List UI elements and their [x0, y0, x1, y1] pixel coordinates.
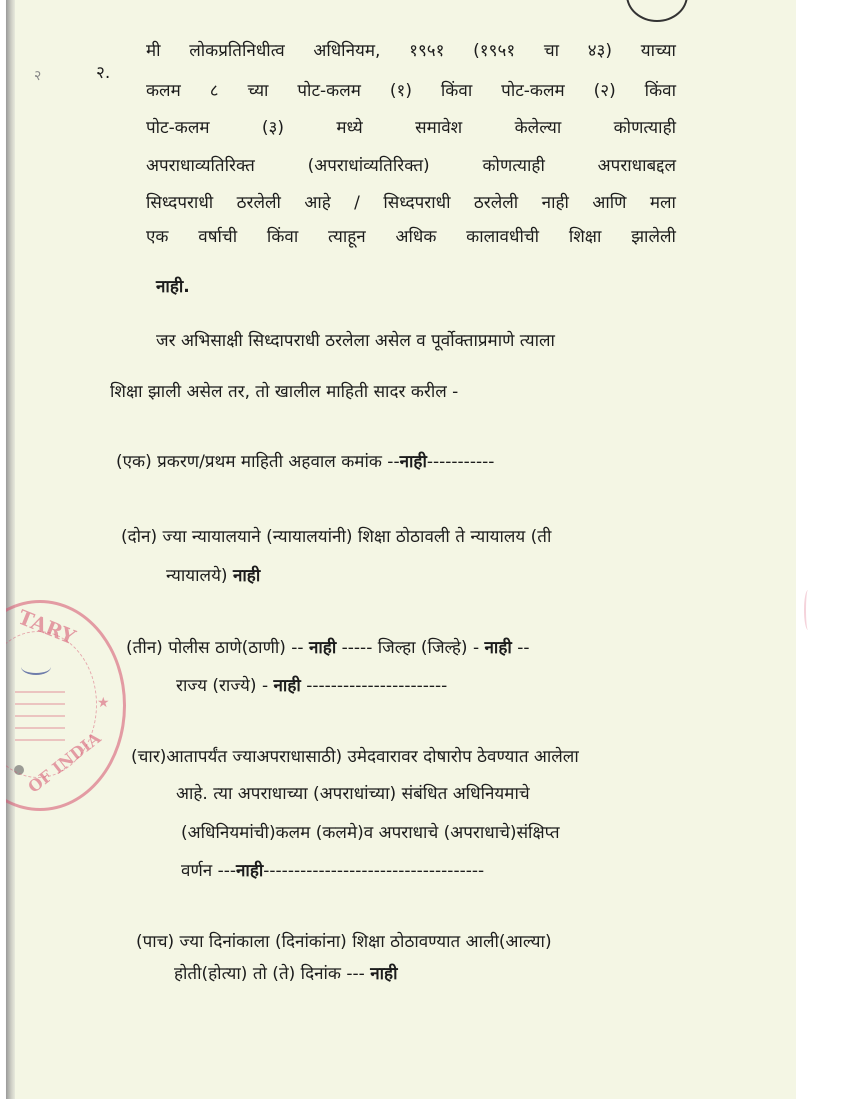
item-pach-line-2 [174, 963, 398, 985]
notary-stamp-bottom-text: OF INDIA [24, 728, 105, 797]
item-char-label: वर्णन --- [181, 861, 236, 881]
word: पोट-कलम [297, 81, 361, 101]
word: कलम [146, 81, 181, 101]
word: झालेली [631, 227, 676, 247]
word: सिध्दपराधी [146, 193, 214, 213]
item-char-line-1: (चार)आतापर्यंत ज्याअपराधासाठी) उमेदवारावर दोषारोप ठेवण्यात आलेला [131, 747, 579, 767]
item2-line-5 [146, 192, 676, 214]
item2-line-1 [146, 40, 676, 62]
item-ek-trail: ----------- [426, 452, 495, 472]
item-teen-answer-3: नाही [273, 676, 301, 696]
word: (१९५१ [473, 41, 516, 61]
item-teen-label-3: राज्य (राज्ये) - [176, 676, 269, 696]
notary-stamp [6, 600, 126, 811]
word: मला [649, 193, 676, 213]
word: पोट-कलम [501, 81, 565, 101]
item-pach-line-1: (पाच) ज्या दिनांकाला (दिनांकांना) शिक्षा ठोठावण्यात आली(आल्या) [136, 932, 552, 952]
word: एक [146, 227, 169, 247]
item2-line-4 [146, 155, 676, 177]
word: लोकप्रतिनिधीत्व [189, 41, 285, 61]
item-teen-dash: -- [517, 638, 530, 658]
word: ठरलेली [236, 193, 281, 213]
word: (२) [593, 81, 616, 101]
word: मी [146, 41, 161, 61]
word: / [354, 193, 360, 213]
item-number: २. [96, 63, 111, 83]
word: ४३) [587, 41, 613, 61]
item-char-line-4 [181, 860, 484, 882]
intro-line-2: शिक्षा झाली असेल तर, तो खालील माहिती सादर करील - [110, 382, 459, 402]
item-teen-line-1 [126, 637, 529, 659]
star-icon: ★ [97, 695, 110, 711]
word: कोणत्याही [613, 118, 676, 138]
word: किंवा [644, 81, 676, 101]
notary-stamp-text-line [15, 691, 65, 693]
item-pach-answer: नाही [370, 964, 398, 984]
word: शिक्षा [568, 227, 602, 247]
word: अपराधाबद्दल [597, 156, 676, 176]
notary-stamp-text-line [15, 727, 65, 729]
item-teen-answer-1: नाही [308, 638, 337, 658]
notary-stamp-top-text: TARY [14, 604, 79, 650]
word: सिध्दपराधी [383, 193, 451, 213]
item-pach-label: होती(होत्या) तो (ते) दिनांक --- [174, 964, 365, 984]
word: (अपराधांव्यतिरिक्त) [307, 156, 430, 176]
word: पोट-कलम [146, 118, 210, 138]
word: समावेश [415, 118, 463, 138]
item-ek-answer: नाही [399, 452, 427, 472]
word: १९५१ [409, 41, 445, 61]
word: ८ [209, 81, 219, 101]
word: अधिक [395, 227, 437, 247]
word: केलेल्या [514, 118, 562, 138]
item-don-label: न्यायालये) [166, 566, 228, 586]
word: कोणत्याही [482, 156, 545, 176]
word: याच्या [640, 41, 676, 61]
item-char-line-2: आहे. त्या अपराधाच्या (अपराधांच्या) संबंधित अधिनियमाचे [176, 784, 530, 804]
item-char-answer: नाही [236, 861, 264, 881]
item2-closing: नाही. [156, 277, 190, 297]
item-don-answer: नाही [232, 566, 261, 586]
word: ठरलेली [473, 193, 519, 213]
stamp-bleed-mark [804, 590, 812, 630]
word: (३) [261, 118, 284, 138]
word: वर्षाची [198, 227, 238, 247]
word: कालावधीची [466, 227, 540, 247]
item-teen-trail: ----------------------- [306, 676, 448, 696]
margin-mark: २ [34, 68, 42, 84]
signature-mark [21, 659, 51, 675]
word: किंवा [266, 227, 299, 247]
word: अपराधाव्यतिरिक्त [146, 156, 255, 176]
notary-stamp-text-line [15, 703, 65, 705]
intro-line-1: जर अभिसाक्षी सिध्दापराधी ठरलेला असेल व पूर्वोक्ताप्रमाणे त्याला [156, 331, 555, 351]
page-number-circle [626, 0, 688, 22]
scan-binding-edge [6, 0, 15, 1099]
item-don-line-2 [166, 565, 260, 587]
item-teen-line-2 [176, 675, 447, 697]
word: अधिनियम, [313, 41, 381, 61]
item-char-line-3: (अधिनियमांची)कलम (कलमे)व अपराधाचे (अपराधाचे)संक्षिप्त [181, 823, 560, 843]
item2-line-6 [146, 226, 676, 248]
word: आहे [304, 193, 331, 213]
document-page [6, 0, 796, 1099]
item2-line-3 [146, 117, 676, 139]
word: मध्ये [336, 118, 363, 138]
word: चा [543, 41, 560, 61]
item-don-line-1: (दोन) ज्या न्यायालयाने (न्यायालयांनी) शिक्षा ठोठावली ते न्यायालय (ती [121, 527, 552, 547]
item-teen-label-1: (तीन) पोलीस ठाणे(ठाणी) -- [126, 638, 304, 658]
word: च्या [247, 81, 269, 101]
item-ek-label: (एक) प्रकरण/प्रथम माहिती अहवाल कमांक -- [116, 452, 400, 472]
word: त्याहून [328, 227, 366, 247]
word: आणि [592, 193, 627, 213]
word: किंवा [440, 81, 473, 101]
word: नाही [541, 193, 569, 213]
item-teen-answer-2: नाही [484, 638, 512, 658]
notary-stamp-text-line [15, 715, 65, 717]
item-teen-label-2: ----- जिल्हा (जिल्हे) - [341, 638, 480, 658]
scan-background [796, 0, 849, 1099]
item-char-trail: ------------------------------------ [263, 861, 485, 881]
word: (१) [389, 81, 412, 101]
item2-line-2 [146, 80, 676, 102]
notary-stamp-text-line [15, 739, 65, 741]
item-ek [116, 451, 494, 473]
